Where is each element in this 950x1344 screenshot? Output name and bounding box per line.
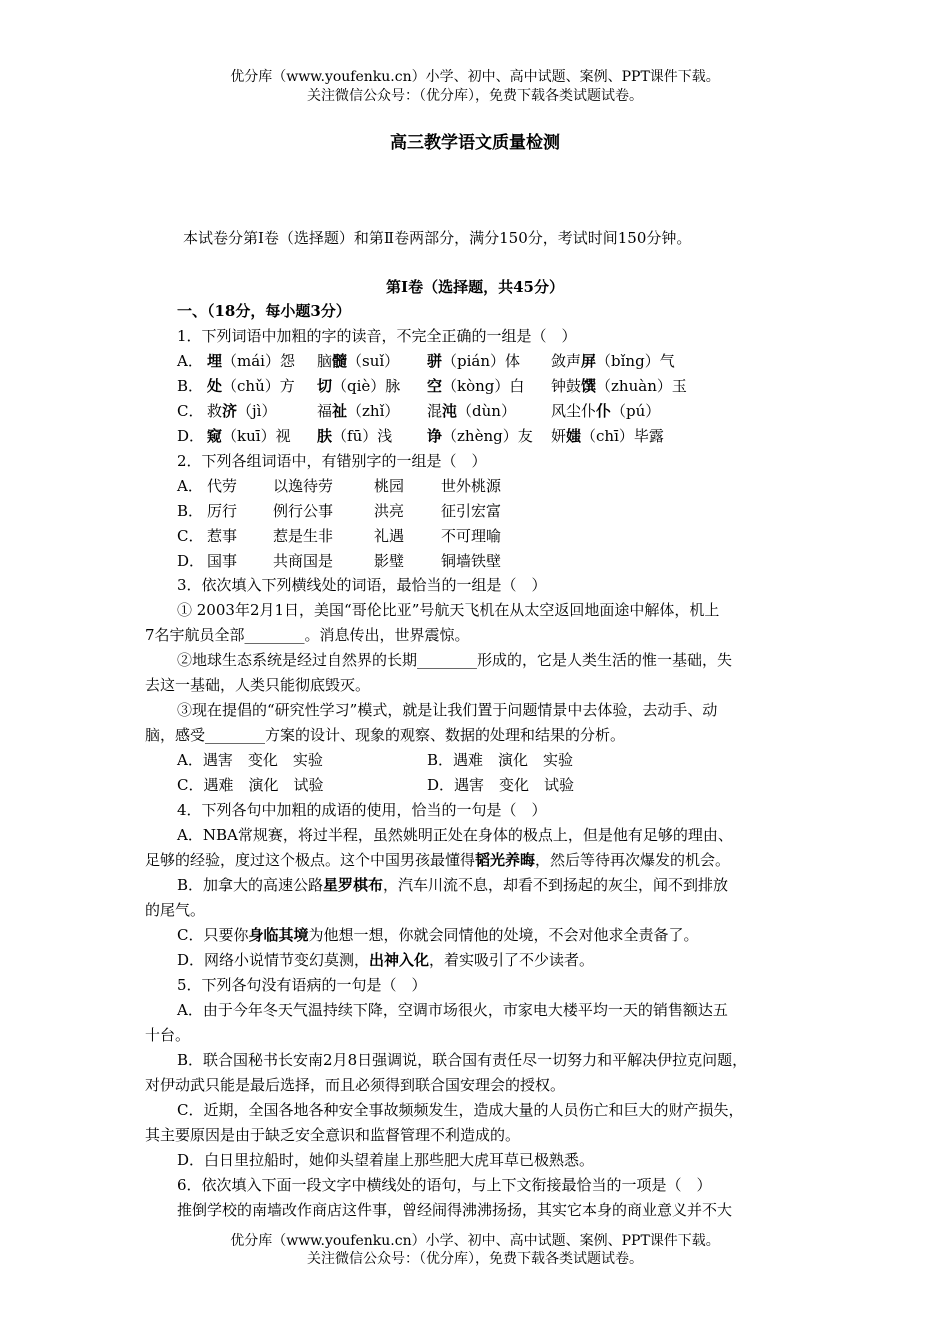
bold-char: 馔 (581, 377, 597, 395)
part1-title: 第Ⅰ卷（选择题，共45分） (386, 278, 564, 296)
q1-option-item (207, 376, 295, 396)
bold-char: 祉 (332, 402, 348, 420)
bold-char: 骈 (427, 352, 443, 370)
item-text: （chǔ）方 (222, 377, 295, 395)
q2-option-word: 惹事 (207, 527, 238, 545)
q1-option-item (427, 351, 520, 371)
intro-text: 本试卷分第Ⅰ卷（选择题）和第Ⅱ卷两部分，满分150分，考试时间150分钟。 (183, 229, 692, 247)
q4-option-b-2: 的尾气。 (145, 901, 206, 919)
q1-option-item (551, 376, 687, 396)
item-text: 钟鼓 (551, 377, 582, 395)
bold-char: 处 (207, 377, 223, 395)
header-line-2: 关注微信公众号：（优分库），免费下载各类试题试卷。 (307, 88, 643, 104)
item-text: 风尘仆 (551, 402, 597, 420)
q2-option-label: D． (177, 552, 205, 570)
q1-option-label: B． (177, 377, 204, 395)
q4-option-c (177, 925, 699, 945)
bold-char: 切 (317, 377, 333, 395)
header-line-1: 优分库（www.youfenku.cn）小学、初中、高中试题、案例、PPT课件下载。 (230, 69, 720, 85)
q5-option-a-1: A．由于今年冬天气温持续下降，空调市场很火，市家电大楼平均一天的销售额达五 (177, 1001, 728, 1019)
bold-char: 仆 (596, 402, 612, 420)
item-text: （zhǐ） (347, 402, 400, 420)
item-text: （chī）毕露 (581, 427, 664, 445)
bold-char: 屏 (581, 352, 597, 370)
bold-char: 肤 (317, 427, 333, 445)
q1-option-item (317, 376, 400, 396)
q4-a-idiom: 韬光养晦 (475, 851, 536, 869)
q5-option-b-1: B．联合国秘书长安南2月8日强调说，联合国有责任尽一切努力和平解决伊拉克问题， (177, 1051, 748, 1069)
item-text: （kuī）视 (222, 427, 291, 445)
q3-sentence-1a: ① 2003年2月1日，美国“哥伦比亚”号航天飞机在从太空返回地面途中解体，机上 (177, 601, 720, 619)
q2-option-word: 桃园 (374, 477, 405, 495)
q2-option-word: 代劳 (207, 477, 238, 495)
bold-char: 髓 (332, 352, 348, 370)
q3-option-a: A．遇害 变化 实验 (177, 751, 323, 769)
q1-option-item (317, 426, 392, 446)
q4-stem: 4．下列各句中加粗的成语的使用，恰当的一句是（ ） (177, 801, 547, 819)
q4-b-idiom: 星罗棋布 (323, 876, 384, 894)
q3-sentence-3b: 脑，感受________方案的设计、现象的观察、数据的处理和结果的分析。 (145, 726, 626, 744)
q1-option-item (317, 401, 399, 421)
item-text: 福 (317, 402, 333, 420)
q1-option-item (207, 426, 291, 446)
q3-sentence-1b: 7名宇航员全部________。消息传出，世界震惊。 (145, 626, 470, 644)
q5-option-c-2: 其主要原因是由于缺乏安全意识和监督管理不利造成的。 (145, 1126, 521, 1144)
q4-c-pre: C．只要你 (177, 926, 249, 944)
q4-b-pre: B．加拿大的高速公路 (177, 876, 324, 894)
item-text: （zhuàn）玉 (596, 377, 687, 395)
q1-option-label: D． (177, 427, 205, 445)
q3-option-b: B．遇难 演化 实验 (427, 751, 574, 769)
q2-option-word: 厉行 (207, 502, 238, 520)
q2-option-label: C． (177, 527, 204, 545)
q5-option-a-2: 十台。 (145, 1026, 191, 1044)
q4-a-post: ，然后等待再次爆发的机会。 (535, 851, 731, 869)
q2-option-word: 礼遇 (374, 527, 405, 545)
q3-sentence-3a: ③现在提倡的“研究性学习”模式，就是让我们置于问题情景中去体验，去动手、动 (177, 701, 718, 719)
q2-option-word: 惹是生非 (273, 527, 334, 545)
item-text: （qiè）脉 (332, 377, 401, 395)
q4-d-idiom: 出神入化 (369, 951, 430, 969)
q2-option-word: 国事 (207, 552, 238, 570)
item-text: 救 (207, 402, 223, 420)
q2-option-word: 洪亮 (374, 502, 405, 520)
section1-heading: 一、（18分，每小题3分） (177, 302, 351, 320)
q6-stem: 6．依次填入下面一段文字中横线处的语句，与上下文衔接最恰当的一项是（ ） (177, 1176, 712, 1194)
q2-option-word: 征引宏富 (441, 502, 502, 520)
q2-option-word: 世外桃源 (441, 477, 502, 495)
q1-option-item (427, 426, 533, 446)
q5-stem: 5．下列各句没有语病的一句是（ ） (177, 976, 427, 994)
bold-char: 空 (427, 377, 443, 395)
item-text: （pián）体 (442, 352, 521, 370)
q4-option-d (177, 950, 594, 970)
q1-option-item (551, 401, 660, 421)
q1-option-label: C． (177, 402, 204, 420)
q1-option-item (207, 351, 295, 371)
q1-option-item (207, 401, 276, 421)
q1-option-item (427, 401, 516, 421)
q2-option-label: B． (177, 502, 204, 520)
q1-option-item (551, 351, 675, 371)
q4-a-pre: 足够的经验，度过这个极点。这个中国男孩最懂得 (145, 851, 476, 869)
q4-option-a-2 (145, 850, 730, 870)
q1-stem: 1．下列词语中加粗的字的读音，不完全正确的一组是（ ） (177, 327, 577, 345)
footer-line-2: 关注微信公众号：（优分库），免费下载各类试题试卷。 (307, 1251, 643, 1267)
q4-c-post: 为他想一想，你就会同情他的处境，不会对他求全责备了。 (308, 926, 699, 944)
q5-option-c-1: C．近期，全国各地各种安全事故频频发生，造成大量的人员伤亡和巨大的财产损失， (177, 1101, 744, 1119)
q2-option-label: A． (177, 477, 203, 495)
page-title: 高三教学语文质量检测 (390, 133, 560, 153)
q2-option-word: 铜墙铁壁 (441, 552, 502, 570)
item-text: （dùn） (457, 402, 516, 420)
bold-char: 窥 (207, 427, 223, 445)
q2-option-word: 影璧 (374, 552, 405, 570)
q4-d-pre: D．网络小说情节变幻莫测， (177, 951, 370, 969)
item-text: （jì） (237, 402, 277, 420)
q2-option-word: 共商国是 (273, 552, 334, 570)
item-text: 脑 (317, 352, 333, 370)
q3-option-c: C．遇难 演化 试验 (177, 776, 324, 794)
q1-option-label: A． (177, 352, 203, 370)
q3-option-d: D．遇害 变化 试验 (427, 776, 575, 794)
q4-c-idiom: 身临其境 (248, 926, 309, 944)
q3-sentence-2a: ②地球生态系统是经过自然界的长期________形成的，它是人类生活的惟一基础，失 (177, 651, 733, 669)
item-text: （pú） (611, 402, 661, 420)
bold-char: 沌 (442, 402, 458, 420)
q4-option-a-1: A．NBA常规赛，将过半程，虽然姚明正处在身体的极点上，但是他有足够的理由、 (177, 826, 733, 844)
item-text: （zhèng）友 (442, 427, 533, 445)
bold-char: 诤 (427, 427, 443, 445)
item-text: （mái）怨 (222, 352, 295, 370)
q3-sentence-2b: 去这一基础，人类只能彻底毁灭。 (145, 676, 371, 694)
item-text: 混 (427, 402, 443, 420)
q2-option-word: 以逸待劳 (273, 477, 334, 495)
q5-option-b-2: 对伊动武只能是最后选择，而且必须得到联合国安理会的授权。 (145, 1076, 566, 1094)
q2-stem: 2．下列各组词语中，有错别字的一组是（ ） (177, 452, 487, 470)
q4-b-post: ，汽车川流不息，却看不到扬起的灰尘，闻不到排放 (383, 876, 729, 894)
bold-char: 济 (222, 402, 238, 420)
footer-line-1: 优分库（www.youfenku.cn）小学、初中、高中试题、案例、PPT课件下载。 (230, 1233, 720, 1249)
item-text: （suǐ） (347, 352, 400, 370)
item-text: 妍 (551, 427, 567, 445)
q4-option-b-1 (177, 875, 728, 895)
item-text: 敛声 (551, 352, 582, 370)
q5-option-d: D．白日里拉船时，她仰头望着崖上那些肥大虎耳草已极熟悉。 (177, 1151, 595, 1169)
item-text: （bǐng）气 (596, 352, 675, 370)
item-text: （kòng）白 (442, 377, 525, 395)
item-text: （fū）浅 (332, 427, 393, 445)
q1-option-item (317, 351, 399, 371)
bold-char: 埋 (207, 352, 223, 370)
q6-passage: 推倒学校的南墙改作商店这件事，曾经闹得沸沸扬扬，其实它本身的商业意义并不大 (177, 1201, 733, 1219)
q2-option-word: 例行公事 (273, 502, 334, 520)
q3-stem: 3．依次填入下列横线处的词语，最恰当的一组是（ ） (177, 576, 547, 594)
q1-option-item (427, 376, 524, 396)
q2-option-word: 不可理喻 (441, 527, 502, 545)
q1-option-item (551, 426, 664, 446)
bold-char: 媸 (566, 427, 582, 445)
q4-d-post: ，着实吸引了不少读者。 (429, 951, 595, 969)
